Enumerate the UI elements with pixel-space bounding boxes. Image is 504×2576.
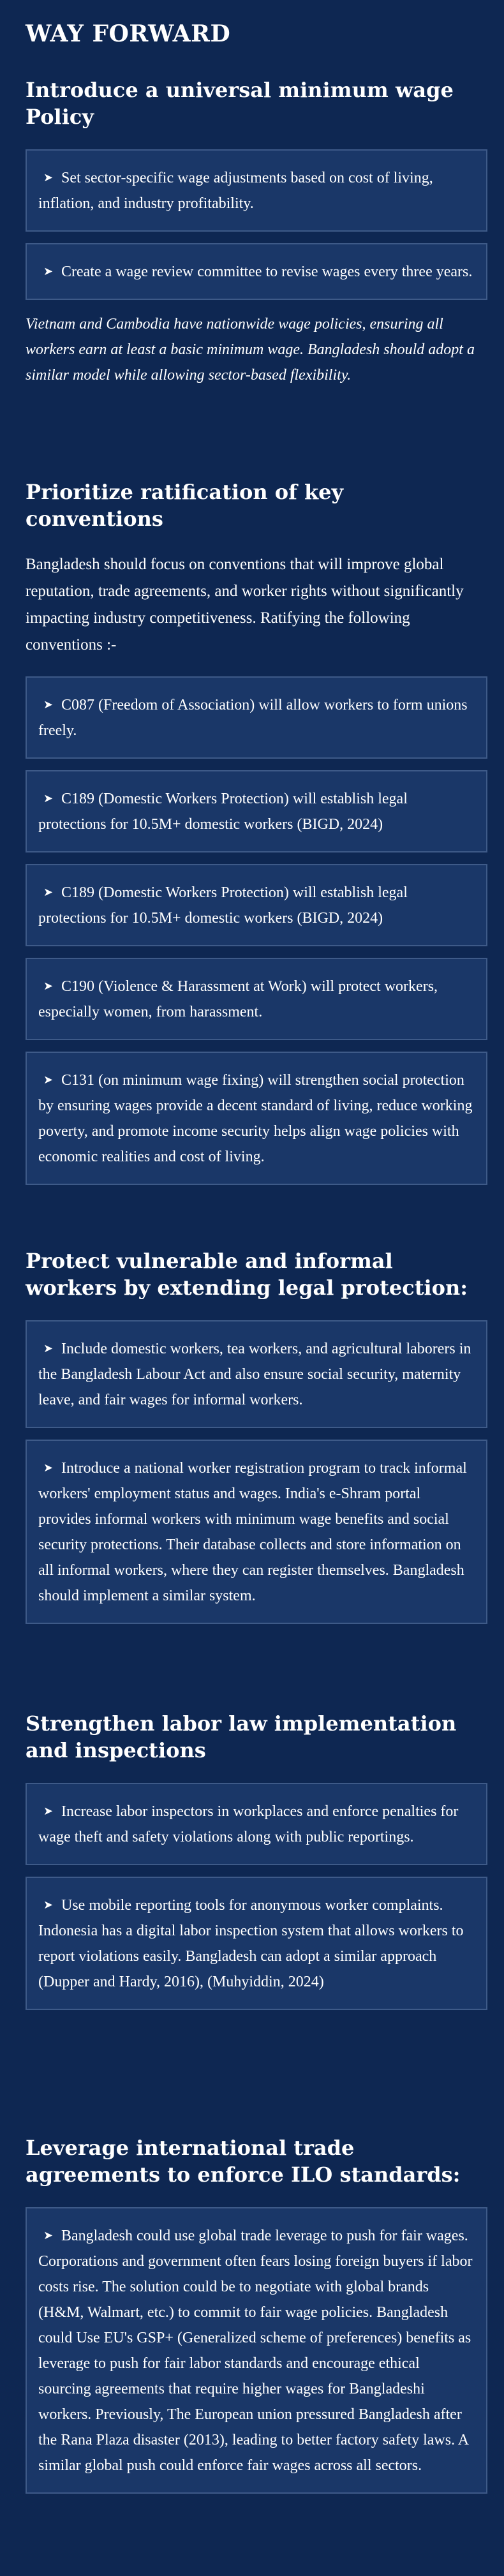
list-item-text: C189 (Domestic Workers Protection) will establish legal protections for 10.5M+ domestic workers (BIGD, 2024) bbox=[38, 791, 408, 833]
list-item-text: Include domestic workers, tea workers, and agricultural laborers in the Bangladesh Labour Act and also ensure social security, maternity leave, and fair wages for informal workers. bbox=[38, 1341, 471, 1408]
list-item bbox=[26, 1877, 487, 2010]
list-item bbox=[26, 676, 487, 759]
section-informal-workers bbox=[26, 1247, 487, 1635]
list-item bbox=[26, 149, 487, 232]
list-item bbox=[26, 770, 487, 852]
note-text: Vietnam and Cambodia have nationwide wage policies, ensuring all workers earn at least a basic minimum wage. Bangladesh should adopt a similar model while allowing sector-based flexibility. bbox=[26, 316, 475, 383]
list-item-text: Create a wage review committee to revise wages every three years. bbox=[61, 264, 473, 280]
section-heading: Leverage international trade agreements to enforce ILO standards: bbox=[26, 2136, 461, 2187]
intro-text: Bangladesh should focus on conventions that will improve global reputation, trade agreements, and worker rights without significantly impacting industry competitiveness. Ratifying the following conventions :- bbox=[26, 556, 464, 653]
section-heading: Prioritize ratification of key conventions bbox=[26, 480, 344, 531]
arrow-icon: ➤ bbox=[43, 1073, 54, 1086]
arrow-icon: ➤ bbox=[43, 1461, 54, 1474]
list-item-text: Use mobile reporting tools for anonymous worker complaints. Indonesia has a digital labor inspection system that allows workers to report violations easily. Bangladesh can adopt a similar approach (Dupper and Hardy, 2016), (Muhyiddin, 2024) bbox=[38, 1897, 464, 1990]
arrow-icon: ➤ bbox=[43, 2229, 54, 2242]
section-trade-agreements bbox=[26, 2134, 487, 2505]
arrow-icon: ➤ bbox=[43, 1342, 54, 1355]
section-conventions bbox=[26, 479, 487, 1196]
list-item bbox=[26, 2207, 487, 2494]
list-item-text: Bangladesh could use global trade leverage to push for fair wages. Corporations and government often fears losing foreign buyers if labor costs rise. The solution could be to negotiate with global brands (H&M, Walmart, etc.) to commit to fair wage policies. Bangladesh could Use EU's GSP+ (Generalized scheme of preferences) benefits as leverage to push for fair labor standards and encourage ethical sourcing agreements that require higher wages for Bangladeshi workers. Previously, The European union pressured Bangladesh after the Rana Plaza disaster (2013), leading to better factory safety laws. A similar global push could enforce fair wages across all sectors. bbox=[38, 2228, 473, 2474]
arrow-icon: ➤ bbox=[43, 792, 54, 805]
list-item bbox=[26, 1052, 487, 1185]
arrow-icon: ➤ bbox=[43, 1805, 54, 1817]
section-heading: Protect vulnerable and informal workers by extending legal protection: bbox=[26, 1249, 468, 1300]
section-heading: Introduce a universal minimum wage Policy bbox=[26, 78, 454, 129]
list-item bbox=[26, 1440, 487, 1624]
list-item bbox=[26, 243, 487, 300]
section-labor-law bbox=[26, 1710, 487, 2021]
list-item bbox=[26, 1320, 487, 1428]
arrow-icon: ➤ bbox=[43, 979, 54, 992]
list-item-text: C190 (Violence & Harassment at Work) will protect workers, especially women, from harassment. bbox=[38, 978, 438, 1020]
arrow-icon: ➤ bbox=[43, 886, 54, 898]
arrow-icon: ➤ bbox=[43, 698, 54, 711]
arrow-icon: ➤ bbox=[43, 1898, 54, 1911]
list-item-text: C131 (on minimum wage fixing) will strengthen social protection by ensuring wages provide a decent standard of living, reduce working poverty, and promote income security helps align wage policies with economic realities and cost of living. bbox=[38, 1072, 473, 1165]
list-item-text: Increase labor inspectors in workplaces and enforce penalties for wage theft and safety violations along with public reportings. bbox=[38, 1803, 459, 1845]
list-item-text: Set sector-specific wage adjustments based on cost of living, inflation, and industry profitability. bbox=[38, 170, 433, 212]
list-item bbox=[26, 958, 487, 1040]
arrow-icon: ➤ bbox=[43, 265, 54, 278]
list-item bbox=[26, 1783, 487, 1865]
arrow-icon: ➤ bbox=[43, 171, 54, 184]
list-item bbox=[26, 864, 487, 946]
section-heading: Strengthen labor law implementation and inspections bbox=[26, 1711, 457, 1762]
page-title: WAY FORWARD bbox=[26, 20, 231, 47]
section-minimum-wage bbox=[26, 77, 487, 388]
list-item-text: C087 (Freedom of Association) will allow workers to form unions freely. bbox=[38, 697, 468, 739]
list-item-text: C189 (Domestic Workers Protection) will establish legal protections for 10.5M+ domestic workers (BIGD, 2024) bbox=[38, 884, 408, 927]
list-item-text: Introduce a national worker registration program to track informal workers' employment status and wages. India's e-Shram portal provides informal workers with minimum wage benefits and social security protections. Their database collects and store information on all informal workers, where they can register themselves. Bangladesh should implement a similar system. bbox=[38, 1460, 467, 1604]
